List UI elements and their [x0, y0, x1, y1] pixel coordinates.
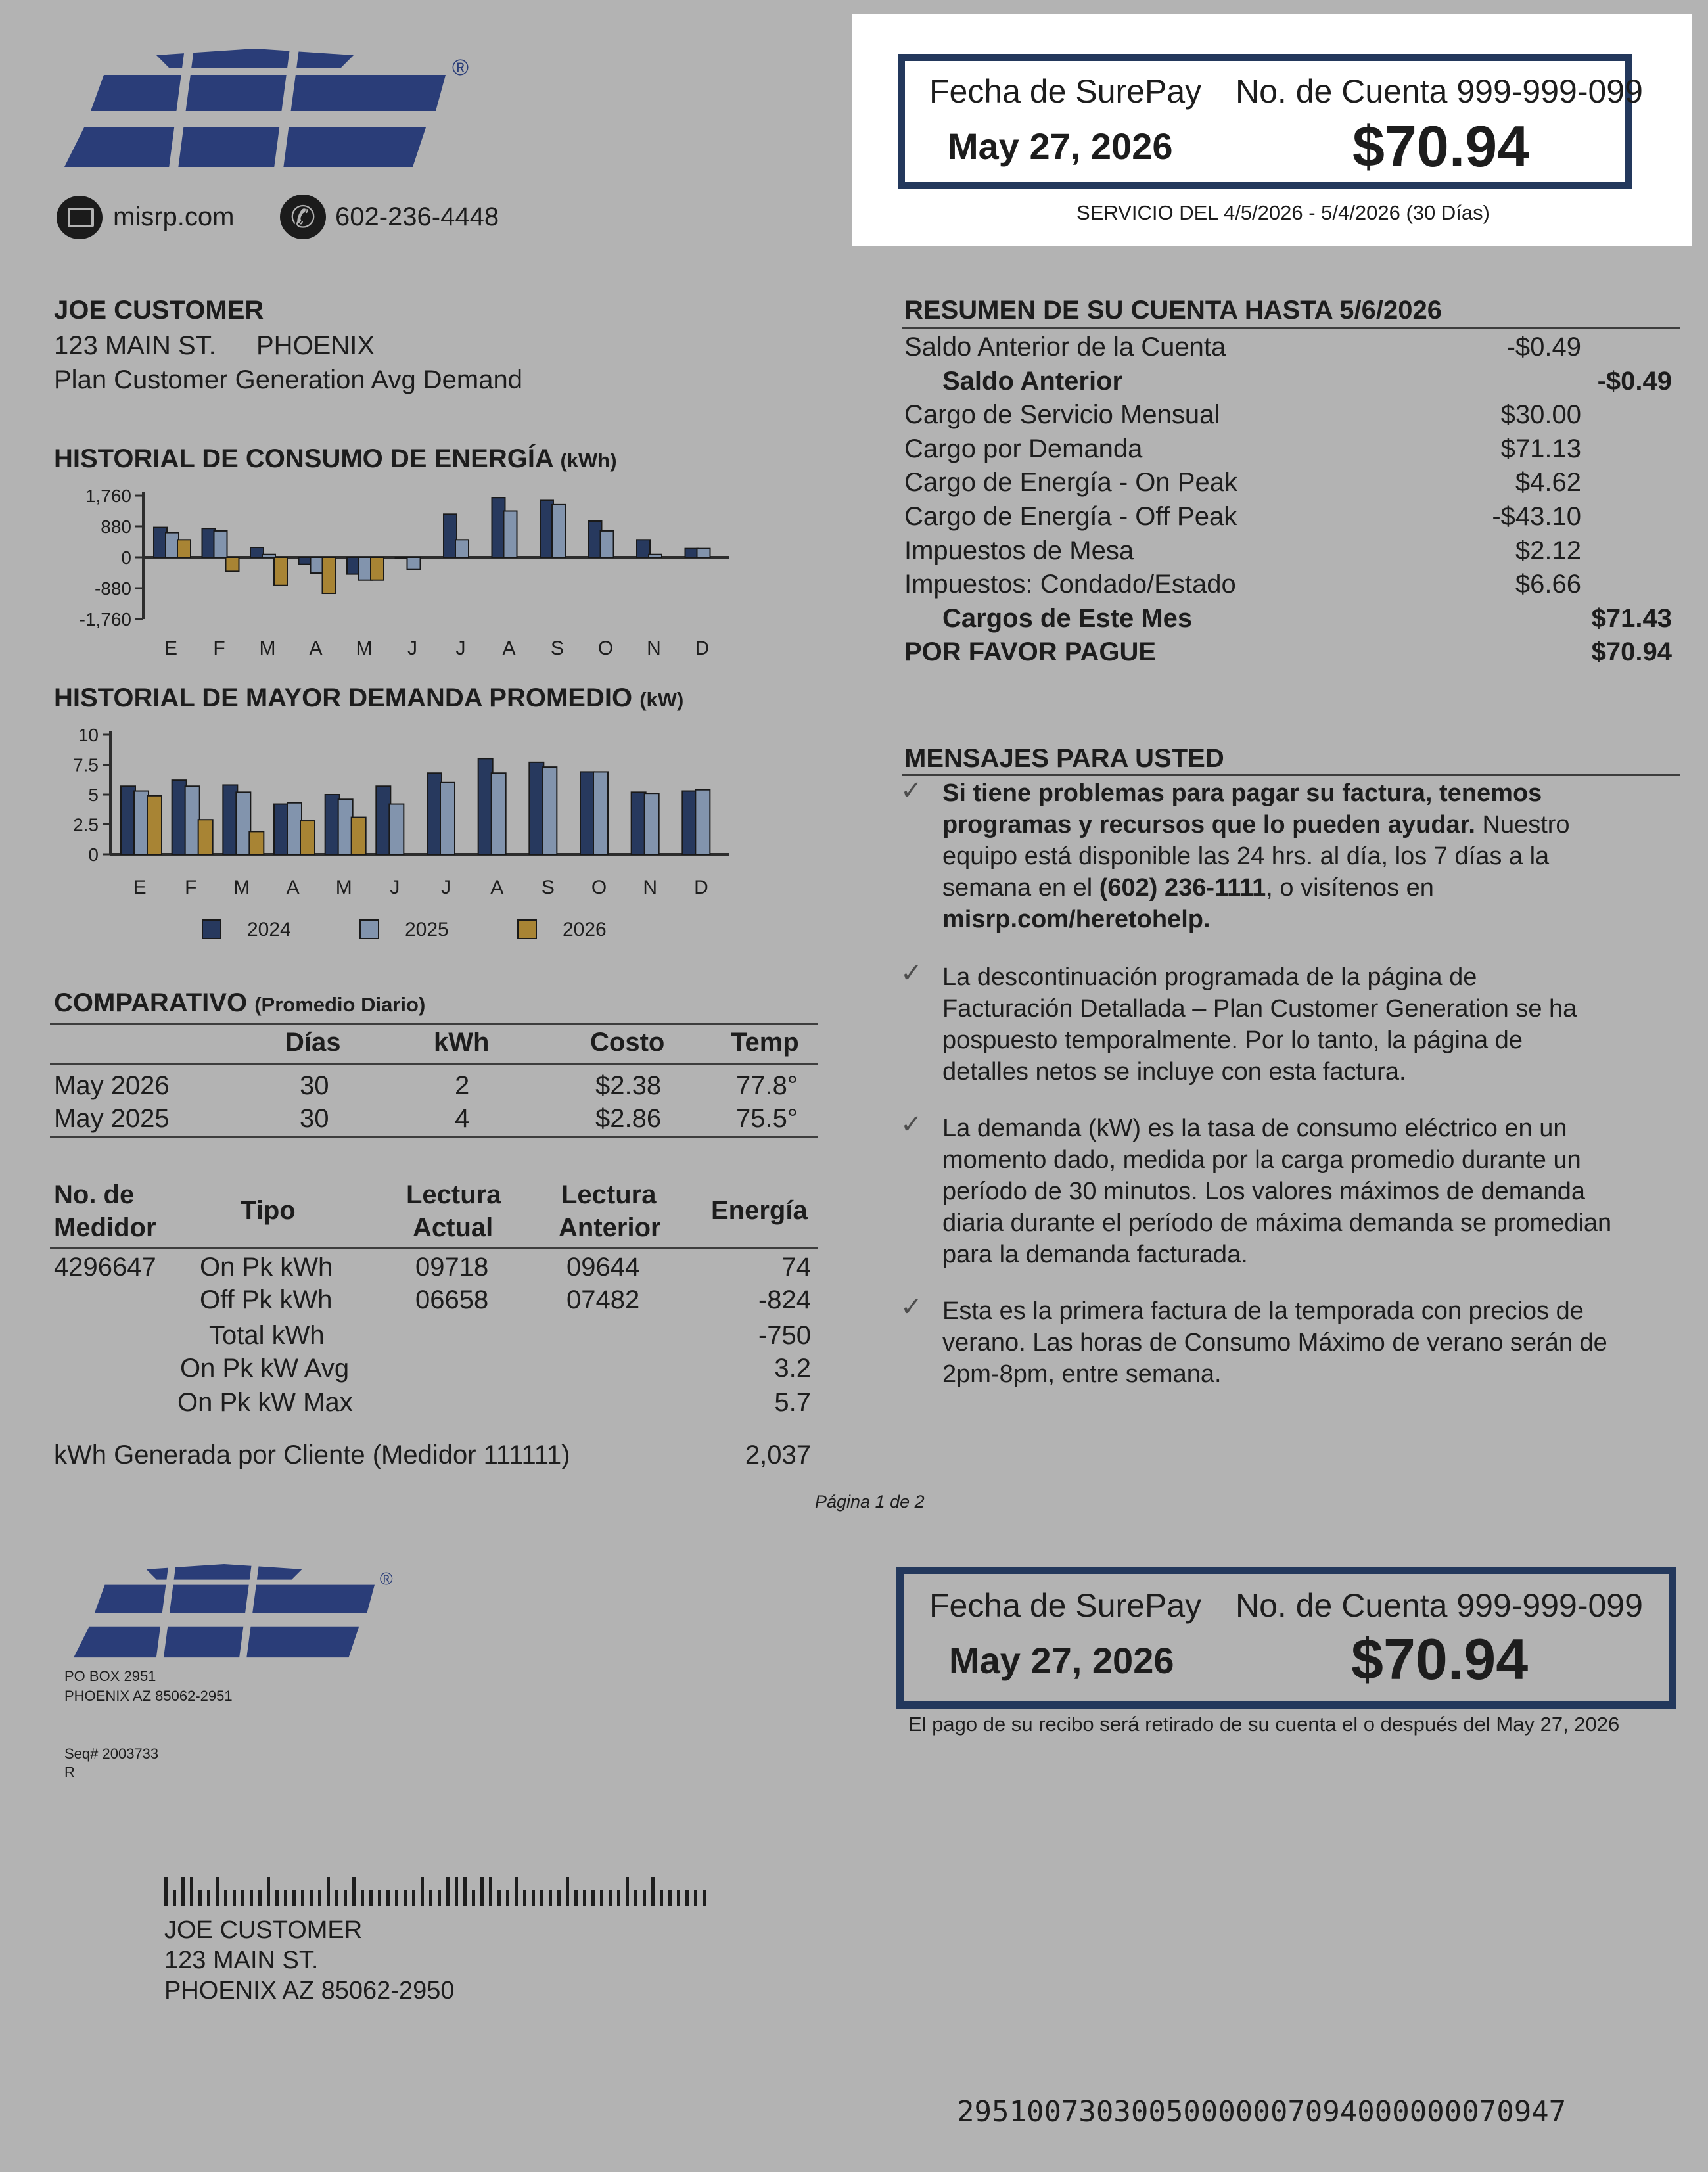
meter-row-energia: -824: [758, 1285, 811, 1314]
barcode-bar: [412, 1890, 415, 1906]
barcode-bar: [532, 1890, 535, 1906]
phone-number[interactable]: 602-236-4448: [335, 202, 499, 231]
summary-row-label: Saldo Anterior: [942, 367, 1123, 396]
barcode-bar: [455, 1877, 458, 1906]
summary-row-label: Cargo de Servicio Mensual: [904, 400, 1220, 429]
summary-row-value: $71.13: [1500, 434, 1581, 463]
summary-row-label: Cargos de Este Mes: [942, 604, 1193, 633]
message-line: verano. Las horas de Consumo Máximo de verano serán de: [942, 1329, 1607, 1356]
meter-header-lectura-anterior-1: Lectura: [561, 1180, 657, 1209]
summary-row-value: $2.12: [1515, 536, 1581, 565]
y-tick-label: -1,760: [79, 609, 131, 630]
comp-header-dias: Días: [285, 1028, 341, 1057]
message-1-bold: programas y recursos que lo pueden ayudar.: [942, 811, 1475, 839]
barcode-bar: [369, 1890, 373, 1906]
x-tick-label: A: [286, 877, 300, 898]
barcode-bar: [463, 1877, 467, 1906]
barcode-bar: [164, 1877, 168, 1906]
meter-header-medidor: Medidor: [54, 1213, 156, 1242]
barcode-bar: [216, 1877, 219, 1906]
comp-costo: $2.86: [595, 1104, 662, 1133]
bar-2024: [121, 786, 135, 854]
bar-2024: [427, 773, 442, 854]
energy-chart-unit: (kWh): [560, 449, 617, 472]
x-tick-label: N: [647, 637, 661, 659]
barcode-bar: [685, 1890, 689, 1906]
energy-chart-title-text: HISTORIAL DE CONSUMO DE ENERGÍA: [54, 444, 553, 473]
barcode-bar: [591, 1890, 595, 1906]
summary-row-label: Cargo por Demanda: [904, 434, 1143, 463]
customer-plan: Plan Customer Generation Avg Demand: [54, 365, 522, 394]
x-tick-label: M: [356, 637, 373, 659]
x-tick-label: D: [695, 637, 710, 659]
summary-row-label: Cargo de Energía - On Peak: [904, 468, 1237, 497]
bar-2025: [236, 792, 250, 854]
bar-2025: [407, 557, 421, 570]
message-1-line: [942, 811, 1570, 839]
barcode-bar: [583, 1890, 586, 1906]
srp-logo-stub: [66, 1564, 393, 1663]
barcode-bar: [626, 1877, 629, 1906]
account-label: No. de Cuenta 999-999-099: [1235, 73, 1643, 110]
stub-account-label: No. de Cuenta 999-999-099: [1235, 1587, 1643, 1624]
demand-chart-title-text: HISTORIAL DE MAYOR DEMANDA PROMEDIO: [54, 683, 633, 712]
summary-row-label: Impuestos de Mesa: [904, 536, 1134, 565]
bar-2025: [492, 773, 506, 854]
barcode-bar: [703, 1890, 706, 1906]
surepay-date: May 27, 2026: [948, 126, 1173, 167]
comp-kwh: 4: [455, 1104, 470, 1133]
barcode-bar: [275, 1890, 279, 1906]
y-tick-label: 1,760: [85, 486, 131, 506]
bar-2024: [580, 772, 595, 854]
x-tick-label: A: [490, 877, 504, 898]
message-line: período de 30 minutos. Los valores máximos de demanda: [942, 1178, 1585, 1205]
bar-2024: [325, 795, 340, 854]
barcode-bar: [267, 1877, 270, 1906]
bar-2025: [697, 549, 710, 557]
x-tick-label: J: [390, 877, 400, 898]
x-tick-label: O: [591, 877, 607, 898]
barcode-bar: [480, 1877, 484, 1906]
barcode-bar: [292, 1890, 296, 1906]
barcode-bar: [660, 1890, 663, 1906]
legend-swatch: [202, 920, 221, 938]
x-tick-label: S: [550, 637, 565, 659]
bar-2025: [134, 791, 149, 854]
phone-icon: ✆: [280, 195, 326, 239]
bar-2025: [440, 783, 455, 854]
summary-row-value: -$0.49: [1506, 333, 1581, 361]
message-1-text: semana en el: [942, 874, 1099, 902]
comp-dias: 30: [300, 1071, 329, 1100]
meter-header-energia: Energía: [711, 1196, 808, 1225]
barcode-bar: [446, 1877, 450, 1906]
legend-label: 2025: [405, 919, 449, 940]
barcode-bar: [386, 1890, 390, 1906]
check-icon: ✓: [900, 776, 923, 805]
barcode-bar: [497, 1890, 501, 1906]
bar-2024: [478, 758, 493, 854]
stub-withdraw-note: El pago de su recibo será retirado de su cuenta el o después del May 27, 2026: [908, 1713, 1620, 1736]
meter-header-lectura-actual-2: Actual: [413, 1213, 494, 1242]
barcode-bar: [438, 1890, 441, 1906]
customer-city: PHOENIX: [256, 331, 375, 360]
bar-2024: [682, 791, 697, 854]
bar-2025: [338, 799, 353, 854]
comparativo-subtitle: (Promedio Diario): [254, 993, 426, 1016]
barcode-bar: [566, 1877, 569, 1906]
bar-2025: [593, 772, 608, 854]
summary-row-value: $4.62: [1515, 468, 1581, 497]
meter-header-no: No. de: [54, 1180, 135, 1209]
bar-2026: [198, 820, 213, 854]
x-tick-label: E: [164, 637, 178, 659]
y-tick-label: -880: [94, 578, 131, 599]
barcode-bar: [361, 1890, 364, 1906]
message-line: Esta es la primera factura de la temporada con precios de: [942, 1297, 1584, 1325]
barcode-bar: [643, 1890, 646, 1906]
bar-2026: [226, 557, 239, 571]
x-tick-label: A: [309, 637, 323, 659]
message-line: pospuesto temporalmente. Por lo tanto, la página de: [942, 1027, 1523, 1054]
meter-row-anterior: 09644: [566, 1253, 640, 1282]
bar-2026: [371, 557, 384, 580]
bar-2025: [649, 555, 662, 557]
barcode-bar: [574, 1890, 578, 1906]
energy-usage-chart: [39, 480, 736, 670]
barcode-bar: [694, 1890, 697, 1906]
bar-2026: [352, 818, 366, 854]
barcode-bar: [617, 1890, 620, 1906]
stub-seq: Seq# 2003733: [64, 1745, 159, 1762]
summary-row-value: -$43.10: [1492, 502, 1581, 531]
meter-row-energia: 5.7: [774, 1388, 811, 1417]
summary-row-label: Cargo de Energía - Off Peak: [904, 502, 1237, 531]
legend-swatch: [360, 920, 379, 938]
service-period: SERVICIO DEL 4/5/2026 - 5/4/2026 (30 Días): [1076, 201, 1490, 224]
y-tick-label: 7.5: [73, 754, 99, 775]
stub-r: R: [64, 1764, 75, 1780]
barcode-bar: [258, 1890, 262, 1906]
comp-costo: $2.38: [595, 1071, 662, 1100]
comp-period: May 2026: [54, 1071, 170, 1100]
meter-row-tipo: On Pk kW Max: [177, 1388, 353, 1417]
bar-2024: [223, 785, 237, 854]
barcode-bar: [318, 1890, 321, 1906]
customer-address: 123 MAIN ST.: [54, 331, 216, 360]
bar-2024: [529, 762, 543, 854]
x-tick-label: M: [233, 877, 250, 898]
barcode-bar: [515, 1877, 518, 1906]
bar-2024: [274, 804, 289, 854]
summary-row-label: Saldo Anterior de la Cuenta: [904, 333, 1226, 361]
page-number: Página 1 de 2: [815, 1492, 925, 1512]
barcode-bar: [284, 1890, 287, 1906]
svg-text:®: ®: [379, 1569, 393, 1589]
barcode-bar: [378, 1890, 381, 1906]
bar-2025: [552, 505, 565, 557]
message-1-text: Nuestro: [1475, 811, 1570, 839]
bar-2025: [601, 531, 614, 557]
x-tick-label: E: [133, 877, 147, 898]
surepay-label: Fecha de SurePay: [929, 73, 1202, 110]
generated-label: kWh Generada por Cliente (Medidor 111111): [54, 1441, 570, 1469]
barcode-bar: [352, 1877, 356, 1906]
barcode-bar: [506, 1890, 509, 1906]
barcode-bar: [651, 1877, 655, 1906]
message-line: momento dado, medida por la carga promedio durante un: [942, 1146, 1581, 1174]
comparativo-title-text: COMPARATIVO: [54, 988, 248, 1017]
meter-row-actual: 06658: [415, 1285, 489, 1314]
barcode-bar: [404, 1890, 407, 1906]
comp-temp: 77.8°: [736, 1071, 798, 1100]
barcode-bar: [241, 1890, 244, 1906]
stub-surepay-date: May 27, 2026: [949, 1640, 1174, 1681]
barcode-bar: [677, 1890, 680, 1906]
barcode-bar: [549, 1890, 552, 1906]
barcode-bar: [668, 1890, 672, 1906]
comp-header-costo: Costo: [590, 1028, 665, 1057]
barcode-bar: [421, 1877, 424, 1906]
comp-header-temp: Temp: [731, 1028, 799, 1057]
check-icon: ✓: [900, 1293, 923, 1322]
barcode-bar: [609, 1890, 612, 1906]
stub-surepay-label: Fecha de SurePay: [929, 1587, 1202, 1624]
comparativo-header-rule: [50, 1063, 818, 1065]
bar-2026: [300, 821, 315, 854]
bar-2026: [323, 557, 336, 593]
postal-barcode: [164, 1877, 723, 1910]
x-tick-label: N: [643, 877, 658, 898]
meter-header-rule: [50, 1247, 818, 1249]
barcode-bar: [198, 1890, 202, 1906]
demand-chart-title: [54, 683, 683, 713]
summary-row-label: Impuestos: Condado/Estado: [904, 570, 1236, 599]
bar-2026: [177, 540, 191, 557]
meter-row-tipo: Total kWh: [209, 1321, 325, 1350]
mail-name: JOE CUSTOMER: [164, 1916, 363, 1944]
comp-temp: 75.5°: [736, 1104, 798, 1133]
message-line: para la demanda facturada.: [942, 1241, 1248, 1268]
message-line: detalles netos se incluye con esta factura.: [942, 1058, 1406, 1086]
generated-value: 2,037: [745, 1441, 811, 1469]
barcode-bar: [472, 1890, 475, 1906]
comp-dias: 30: [300, 1104, 329, 1133]
summary-rule: [902, 327, 1680, 329]
y-tick-label: 0: [88, 844, 99, 865]
barcode-bar: [540, 1890, 543, 1906]
x-tick-label: A: [502, 637, 516, 659]
barcode-bar: [557, 1890, 561, 1906]
messages-rule: [902, 774, 1680, 776]
message-1-line: Si tiene problemas para pagar su factura, tenemos: [942, 779, 1542, 807]
barcode-bar: [335, 1890, 338, 1906]
y-tick-label: 2.5: [73, 814, 99, 835]
message-line: La demanda (kW) es la tasa de consumo eléctrico en un: [942, 1115, 1567, 1142]
bar-2024: [172, 780, 187, 854]
barcode-bar: [310, 1890, 313, 1906]
x-tick-label: J: [407, 637, 417, 659]
y-tick-label: 10: [78, 725, 99, 745]
barcode-bar: [250, 1890, 253, 1906]
comparativo-top-rule: [50, 1023, 818, 1025]
y-tick-label: 880: [101, 517, 131, 537]
meter-row-energia: 3.2: [774, 1354, 811, 1383]
check-icon: ✓: [900, 1110, 923, 1139]
amount-due: $70.94: [1352, 114, 1530, 179]
barcode-bar: [429, 1890, 432, 1906]
monitor-icon: [57, 196, 103, 239]
stub-amount: $70.94: [1351, 1627, 1529, 1692]
meter-header-lectura-actual-1: Lectura: [406, 1180, 501, 1209]
x-tick-label: F: [185, 877, 197, 898]
message-line: Facturación Detallada – Plan Customer Generation se ha: [942, 995, 1577, 1023]
barcode-bar: [327, 1877, 330, 1906]
scanline: 29510073030050000007094000000070947: [957, 2095, 1567, 2129]
legend-swatch: [518, 920, 536, 938]
svg-text:®: ®: [452, 55, 469, 80]
x-tick-label: J: [441, 877, 451, 898]
barcode-bar: [224, 1890, 227, 1906]
bar-2025: [287, 803, 302, 854]
check-icon: ✓: [900, 959, 923, 988]
barcode-bar: [190, 1877, 193, 1906]
demand-chart-unit: (kW): [639, 688, 684, 711]
comparativo-bottom-rule: [50, 1136, 818, 1138]
message-1-text: , o visítenos en: [1266, 874, 1434, 902]
comp-header-kwh: kWh: [434, 1028, 490, 1057]
bar-2026: [147, 796, 162, 854]
mail-city: PHOENIX AZ 85062-2950: [164, 1977, 455, 2004]
barcode-bar: [207, 1890, 210, 1906]
bar-2025: [695, 790, 710, 854]
bar-2025: [455, 540, 469, 557]
barcode-bar: [634, 1890, 637, 1906]
barcode-bar: [173, 1890, 176, 1906]
x-tick-label: M: [259, 637, 276, 659]
bar-2025: [645, 793, 659, 854]
barcode-bar: [344, 1890, 347, 1906]
barcode-bar: [233, 1890, 236, 1906]
x-tick-label: M: [335, 877, 352, 898]
bar-2024: [376, 786, 390, 854]
summary-row-value: $71.43: [1591, 604, 1672, 633]
summary-title: RESUMEN DE SU CUENTA HASTA 5/6/2026: [904, 296, 1442, 325]
message-line: 2pm-8pm, entre semana.: [942, 1360, 1222, 1388]
meter-number: 4296647: [54, 1253, 156, 1282]
comp-period: May 2025: [54, 1104, 170, 1133]
x-tick-label: J: [455, 637, 466, 659]
y-tick-label: 0: [121, 547, 131, 568]
meter-row-tipo: On Pk kWh: [200, 1253, 333, 1282]
bar-2025: [214, 531, 227, 557]
barcode-bar: [301, 1890, 304, 1906]
y-tick-label: 5: [88, 785, 99, 805]
x-tick-label: F: [213, 637, 225, 659]
comparativo-title: [54, 988, 425, 1018]
summary-row-label: POR FAVOR PAGUE: [904, 637, 1157, 666]
legend-label: 2024: [247, 919, 291, 940]
energy-chart-title: [54, 444, 617, 474]
x-tick-label: D: [694, 877, 708, 898]
legend-label: 2026: [563, 919, 607, 940]
summary-row-value: $30.00: [1500, 400, 1581, 429]
summary-row-value: $70.94: [1591, 637, 1672, 666]
barcode-bar: [181, 1877, 185, 1906]
bar-2025: [185, 786, 200, 854]
summary-row-value: -$0.49: [1597, 367, 1672, 396]
barcode-bar: [523, 1890, 526, 1906]
meter-row-actual: 09718: [415, 1253, 489, 1282]
surepay-panel: [852, 14, 1692, 246]
messages-title: MENSAJES PARA USTED: [904, 744, 1224, 773]
bar-2026: [274, 557, 287, 586]
bar-2024: [632, 792, 646, 854]
demand-history-chart: [39, 719, 736, 956]
barcode-bar: [600, 1890, 603, 1906]
bar-2025: [389, 804, 404, 854]
x-tick-label: S: [541, 877, 555, 898]
meter-header-tipo: Tipo: [241, 1196, 296, 1225]
meter-row-energia: -750: [758, 1321, 811, 1350]
meter-row-energia: 74: [781, 1253, 811, 1282]
message-1-line: equipo está disponible las 24 hrs. al día, los 7 días a la: [942, 843, 1550, 870]
srp-logo: [58, 49, 469, 173]
bar-2026: [249, 831, 264, 854]
barcode-bar: [395, 1890, 398, 1906]
bar-2025: [542, 767, 557, 854]
message-1-phone: (602) 236-1111: [1099, 874, 1266, 902]
mail-address: 123 MAIN ST.: [164, 1947, 319, 1974]
meter-row-tipo: On Pk kW Avg: [180, 1354, 350, 1383]
bar-2025: [504, 511, 517, 558]
meter-row-tipo: Off Pk kWh: [200, 1285, 333, 1314]
website-link[interactable]: misrp.com: [113, 202, 235, 231]
message-1-line: [942, 874, 1434, 902]
comp-kwh: 2: [455, 1071, 470, 1100]
summary-row-value: $6.66: [1515, 570, 1581, 599]
barcode-bar: [489, 1877, 492, 1906]
message-line: diaria durante el período de máxima demanda se promedian: [942, 1209, 1612, 1237]
stub-po-box: PO BOX 2951: [64, 1668, 156, 1684]
message-1-link[interactable]: misrp.com/heretohelp.: [942, 906, 1211, 933]
stub-po-city: PHOENIX AZ 85062-2951: [64, 1688, 233, 1704]
meter-row-anterior: 07482: [566, 1285, 640, 1314]
customer-name: JOE CUSTOMER: [54, 296, 264, 325]
x-tick-label: O: [597, 637, 614, 659]
message-line: La descontinuación programada de la página de: [942, 963, 1477, 991]
meter-header-lectura-anterior-2: Anterior: [559, 1213, 661, 1242]
